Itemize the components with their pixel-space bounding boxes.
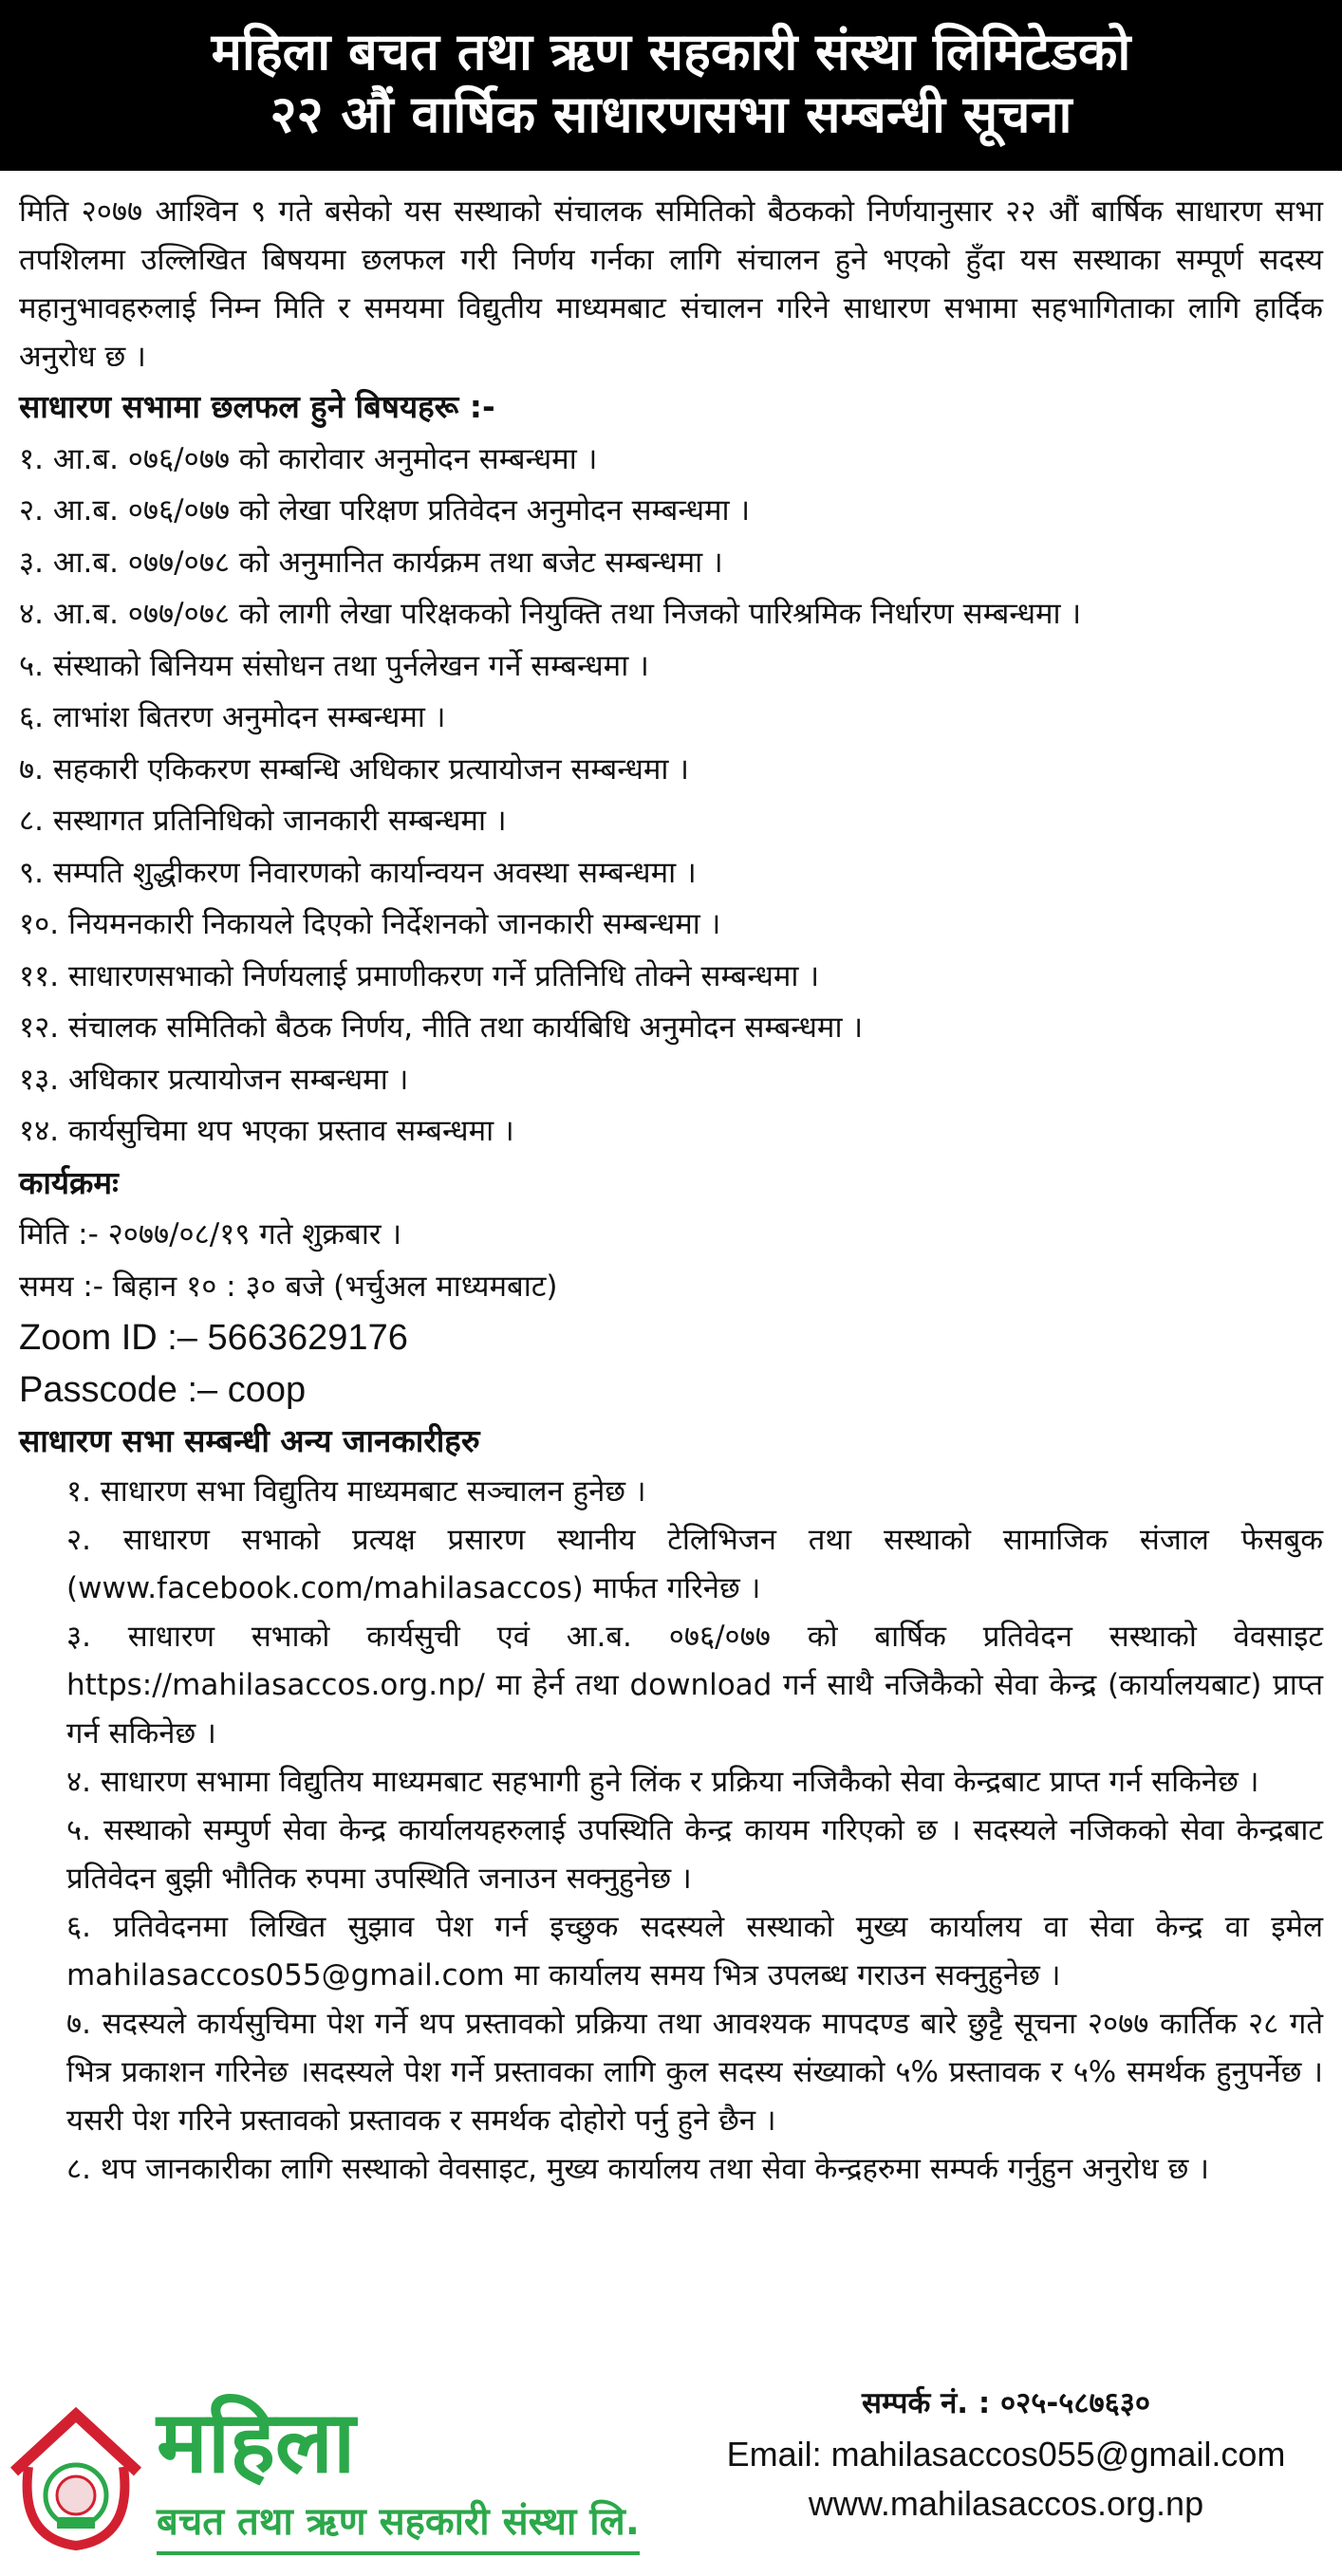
agenda-item: १०. नियमनकारी निकायले दिएको निर्देशनको जानकारी सम्बन्धमा । bbox=[19, 907, 721, 941]
logo-wordmark: महिला bbox=[157, 2393, 356, 2493]
logo-subtitle: बचत तथा ऋण सहकारी संस्था लि. bbox=[157, 2493, 640, 2555]
info-item: ४. साधारण सभामा विद्युतिय माध्यमबाट सहभागी हुने लिंक र प्रक्रिया नजिकैको सेवा केन्द्रबाट प्राप्त गर्न सकिनेछ । bbox=[66, 1764, 1259, 1799]
agenda-item: १३. अधिकार प्रत्यायोजन सम्बन्धमा । bbox=[19, 1062, 409, 1097]
agenda-item: ९. सम्पति शुद्धीकरण निवारणको कार्यान्वयन अवस्था सम्बन्धमा । bbox=[19, 855, 697, 890]
zoom-id: Zoom ID :– 5663629176 bbox=[19, 1318, 408, 1358]
agenda-title: साधारण सभामा छलफल हुने बिषयहरू :- bbox=[19, 388, 495, 425]
info-item: १. साधारण सभा विद्युतिय माध्यमबाट सञ्चालन हुनेछ । bbox=[66, 1473, 646, 1509]
notice-header bbox=[0, 0, 1342, 171]
contact-block bbox=[702, 2377, 1310, 2529]
info-item: ६. प्रतिवेदनमा लिखित सुझाव पेश गर्न इच्छुक सदस्यले सस्थाको मुख्य कार्यालय वा सेवा केन्द्र वा इमेल mahilasaccos055@gmail.com मा कार्यालय समय भित्र उपलब्ध गराउन सक्नुहुनेछ । bbox=[66, 1909, 1323, 1992]
agenda-item: ८. सस्थागत प्रतिनिधिको जानकारी सम्बन्धमा । bbox=[19, 804, 507, 838]
house-emblem-icon bbox=[0, 2396, 152, 2557]
agenda-item: ६. लाभांश बितरण अनुमोदन सम्बन्धमा । bbox=[19, 700, 446, 734]
agenda-item: १२. संचालक समितिको बैठक निर्णय, नीति तथा कार्यबिधि अनुमोदन सम्बन्धमा । bbox=[19, 1010, 864, 1045]
notice-footer bbox=[0, 2377, 1342, 2576]
info-item: २. साधारण सभाको प्रत्यक्ष प्रसारण स्थानीय टेलिभिजन तथा सस्थाको सामाजिक संजाल फेसबुक (www.facebook.com/mahilasaccos) मार्फत गरिनेछ । bbox=[66, 1522, 1323, 1605]
info-item: ३. साधारण सभाको कार्यसुची एवं आ.ब. ०७६/०७७ को बार्षिक प्रतिवेदन सस्थाको वेवसाइट https://mahilasaccos.org.np/ मा हेर्न तथा download गर्न साथै नजिकैको सेवा केन्द्र (कार्यालयबाट) प्राप्त गर्न सकिनेछ । bbox=[66, 1619, 1323, 1751]
agenda-item: ५. संस्थाको बिनियम संसोधन तथा पुर्नलेखन गर्ने सम्बन्धमा । bbox=[19, 648, 649, 683]
info-item: ५. सस्थाको सम्पुर्ण सेवा केन्द्र कार्यालयहरुलाई उपस्थिति केन्द्र कायम गरिएको छ । सदस्यले नजिकको सेवा केन्द्रबाट प्रतिवेदन बुझी भौतिक रुपमा उपस्थिति जनाउन सक्नुहुनेछ । bbox=[66, 1812, 1323, 1896]
agenda-item: १. आ.ब. ०७६/०७७ को कारोवार अनुमोदन सम्बन्धमा । bbox=[19, 441, 598, 476]
organization-logo bbox=[0, 2381, 702, 2571]
contact-website[interactable]: www.mahilasaccos.org.np bbox=[808, 2484, 1204, 2523]
agenda-item: ४. आ.ब. ०७७/०७८ को लागी लेखा परिक्षकको नियुक्ति तथा निजको पारिश्रमिक निर्धारण सम्बन्धमा । bbox=[19, 597, 1082, 631]
contact-phone: सम्पर्क नं. : ०२५-५८७६३० bbox=[862, 2386, 1150, 2420]
header-title-line1: महिला बचत तथा ऋण सहकारी संस्था लिमिटेडको bbox=[211, 22, 1131, 82]
info-list bbox=[19, 1468, 1323, 2194]
agenda-list bbox=[19, 434, 1323, 1158]
notice-body bbox=[0, 171, 1342, 2194]
header-title-line2: २२ औं वार्षिक साधारणसभा सम्बन्धी सूचना bbox=[270, 84, 1072, 144]
agenda-item: ३. आ.ब. ०७७/०७८ को अनुमानित कार्यक्रम तथा बजेट सम्बन्धमा । bbox=[19, 545, 723, 580]
zoom-passcode: Passcode :– coop bbox=[19, 1369, 307, 1410]
contact-email[interactable]: Email: mahilasaccos055@gmail.com bbox=[726, 2435, 1286, 2474]
agenda-item: २. आ.ब. ०७६/०७७ को लेखा परिक्षण प्रतिवेदन अनुमोदन सम्बन्धमा । bbox=[19, 493, 751, 528]
program-title: कार्यक्रमः bbox=[19, 1163, 119, 1201]
info-item: ७. सदस्यले कार्यसुचिमा पेश गर्ने थप प्रस्तावको प्रक्रिया तथा आवश्यक मापदण्ड बारे छुट्टै सूचना २०७७ कार्तिक २८ गते भित्र प्रकाशन गरिनेछ ।सदस्यले पेश गर्ने प्रस्तावका लागि कुल सदस्य संख्याको ५% प्रस्तावक र ५% समर्थक हुनुपर्नेछ । यसरी पेश गरिने प्रस्तावको प्रस्तावक र समर्थक दोहोरो पर्नु हुने छैन । bbox=[66, 2006, 1323, 2138]
info-item: ८. थप जानकारीका लागि सस्थाको वेवसाइट, मुख्य कार्यालय तथा सेवा केन्द्रहरुमा सम्पर्क गर्नुहुन अनुरोध छ । bbox=[66, 2151, 1209, 2186]
agenda-item: ७. सहकारी एकिकरण सम्बन्धि अधिकार प्रत्यायोजन सम्बन्धमा । bbox=[19, 751, 690, 787]
intro-paragraph: मिति २०७७ आश्विन ९ गते बसेको यस सस्थाको संचालक समितिको बैठकको निर्णयानुसार २२ औं बार्षिक साधारण सभा तपशिलमा उल्लिखित बिषयमा छलफल गरी निर्णय गर्नका लागि संचालन हुने भएको हुँदा यस सस्थाका सम्पूर्ण सदस्य महानुभावहरुलाई निम्न मिति र समयमा विद्युतीय माध्यमबाट संचालन गरिने साधारण सभामा सहभागिताका लागि हार्दिक अनुरोध छ । bbox=[19, 195, 1323, 374]
program-time: समय :- बिहान १० : ३० बजे (भर्चुअल माध्यमबाट) bbox=[19, 1269, 558, 1304]
agenda-item: ११. साधारणसभाको निर्णयलाई प्रमाणीकरण गर्ने प्रतिनिधि तोक्ने सम्बन्धमा । bbox=[19, 958, 820, 993]
agenda-item: १४. कार्यसुचिमा थप भएका प्रस्ताव सम्बन्धमा । bbox=[19, 1114, 514, 1148]
info-title: साधारण सभा सम्बन्धी अन्य जानकारीहरु bbox=[19, 1422, 480, 1459]
program-date: मिति :- २०७७/०८/१९ गते शुक्रबार । bbox=[19, 1217, 402, 1251]
